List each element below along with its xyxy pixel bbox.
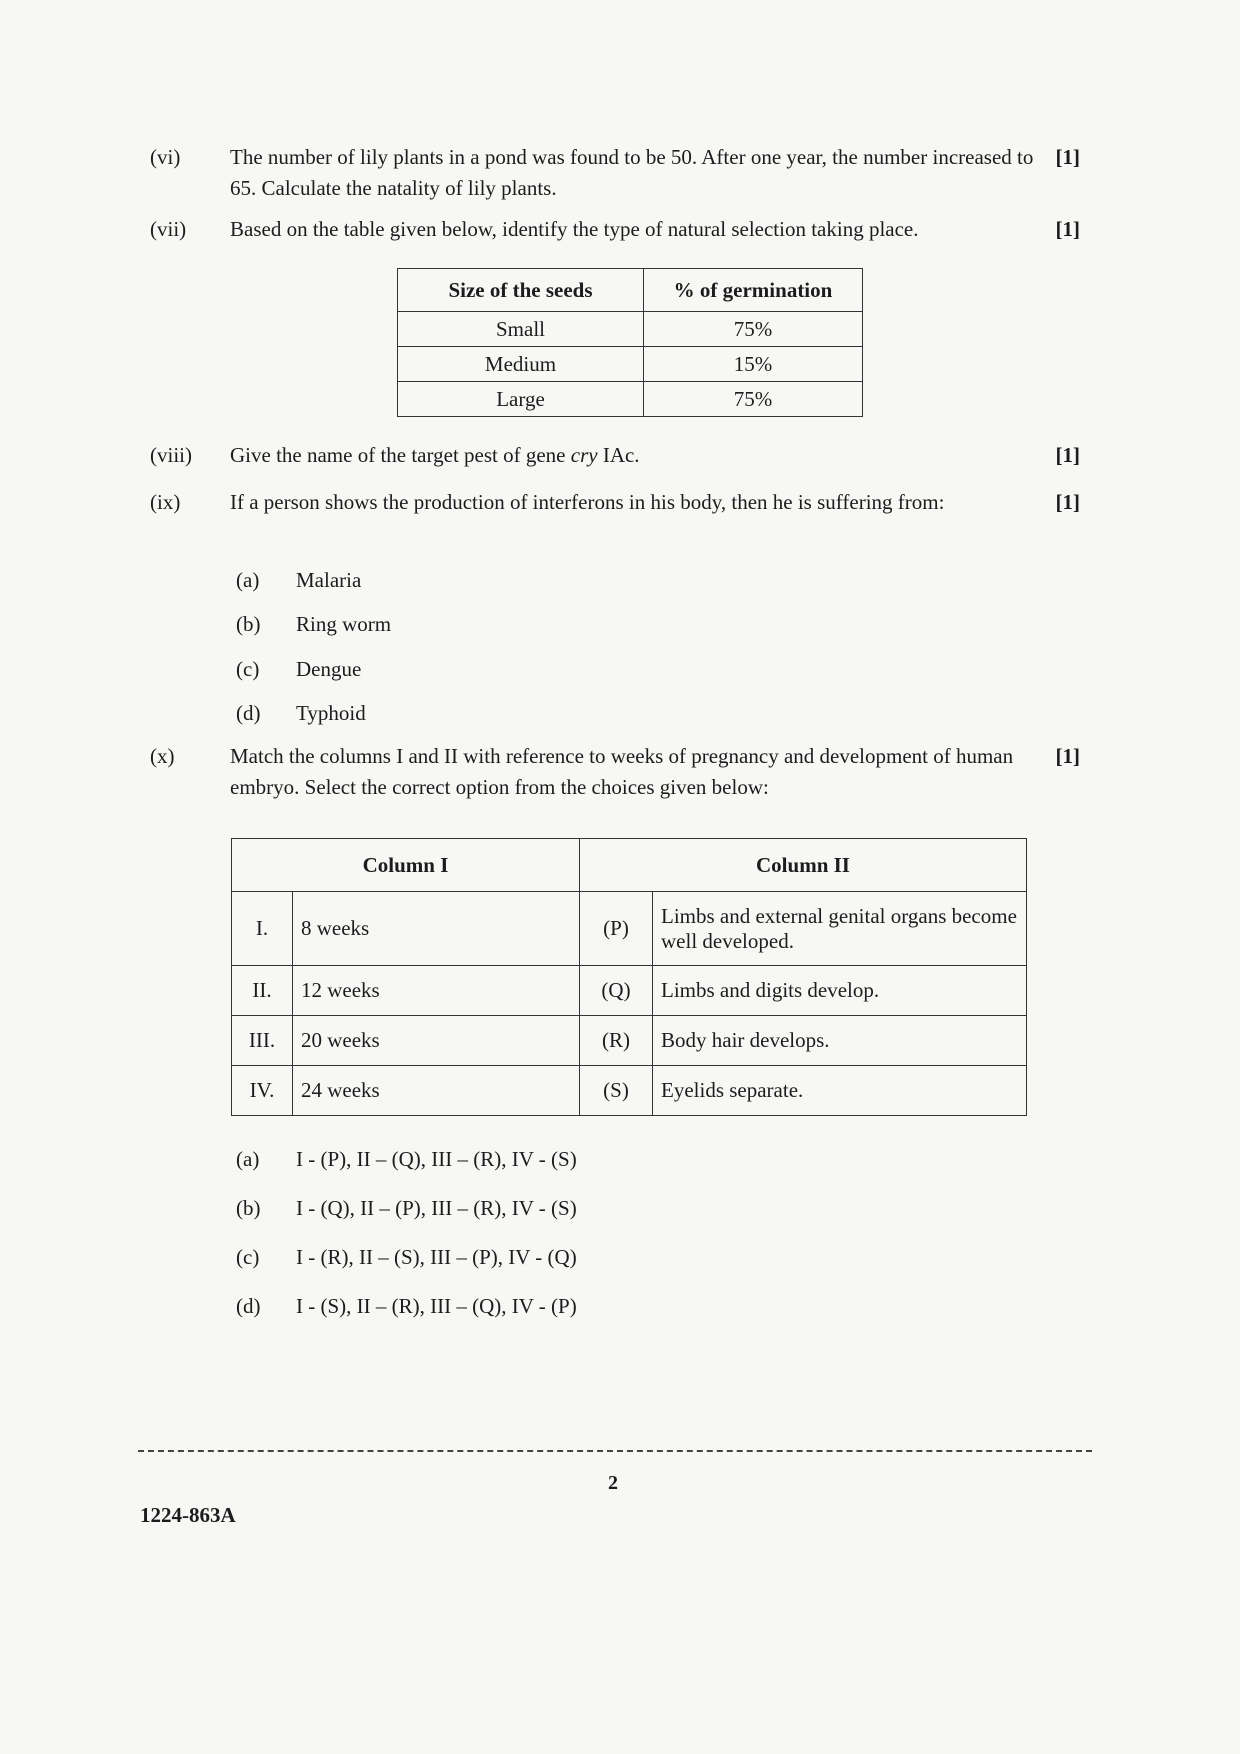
option-text: I - (S), II – (R), III – (Q), IV - (P): [296, 1294, 577, 1318]
question-marks: [1]: [1055, 217, 1080, 241]
column-i-header: Column I: [232, 839, 580, 892]
row-numeral: III.: [232, 1016, 293, 1066]
text-part: Give the name of the target pest of gene: [230, 443, 571, 467]
question-text: Based on the table given below, identify the type of natural selection taking place.: [230, 217, 919, 241]
option-label: (c): [236, 1245, 260, 1269]
option-text: I - (P), II – (Q), III – (R), IV - (S): [296, 1147, 577, 1171]
option-text: I - (Q), II – (P), III – (R), IV - (S): [296, 1196, 577, 1220]
option-d: [236, 1294, 577, 1319]
table-row: [232, 1066, 1027, 1116]
option-label: (a): [236, 568, 260, 592]
option-b: [236, 612, 391, 637]
seed-germination-table: [397, 268, 863, 417]
question-marks: [1]: [1055, 490, 1080, 514]
question-text: The number of lily plants in a pond was found to be 50. After one year, the number increased to 65. Calculate the natality of lily plants.: [230, 145, 1034, 200]
code-cell: (R): [580, 1016, 653, 1066]
page-number: 2: [608, 1472, 618, 1494]
text-part: IAc.: [597, 443, 640, 467]
question-marks: [1]: [1055, 744, 1080, 768]
table-header: Size of the seeds: [398, 269, 644, 312]
option-label: (c): [236, 657, 260, 681]
option-text: Typhoid: [296, 701, 366, 725]
option-label: (a): [236, 1147, 260, 1171]
table-row: [232, 966, 1027, 1016]
paper-code: 1224-863A: [140, 1503, 236, 1527]
question-number: (vi): [150, 145, 181, 169]
option-c: [236, 1245, 577, 1270]
question-marks: [1]: [1055, 443, 1080, 467]
option-c: [236, 657, 361, 682]
question-text: [230, 440, 1040, 471]
code-cell: (Q): [580, 966, 653, 1016]
row-numeral: IV.: [232, 1066, 293, 1116]
option-a: [236, 1147, 577, 1172]
row-numeral: II.: [232, 966, 293, 1016]
question-text: If a person shows the production of interferons in his body, then he is suffering from:: [230, 490, 945, 514]
table-header: % of germination: [644, 269, 863, 312]
week-cell: 24 weeks: [293, 1066, 580, 1116]
question-text: Match the columns I and II with reference to weeks of pregnancy and development of human embryo. Select the correct option from the choices given below:: [230, 744, 1014, 799]
option-text: Dengue: [296, 657, 362, 681]
option-label: (b): [236, 612, 261, 636]
option-label: (d): [236, 701, 261, 725]
question-number: (ix): [150, 490, 181, 514]
table-row: [232, 892, 1027, 966]
table-header-row: [398, 269, 863, 312]
table-header-row: [232, 839, 1027, 892]
table-row: [398, 347, 863, 382]
table-cell: Small: [398, 312, 644, 347]
row-numeral: I.: [232, 892, 293, 966]
development-cell: Eyelids separate.: [653, 1066, 1027, 1116]
footer-divider: [138, 1450, 1092, 1452]
option-d: [236, 701, 366, 726]
table-cell: 75%: [644, 382, 863, 417]
development-cell: Limbs and external genital organs become well developed.: [653, 892, 1027, 966]
option-label: (b): [236, 1196, 261, 1220]
table-row: [398, 312, 863, 347]
question-number: (vii): [150, 217, 187, 241]
option-text: I - (R), II – (S), III – (P), IV - (Q): [296, 1245, 577, 1269]
table-cell: 15%: [644, 347, 863, 382]
question-marks: [1]: [1055, 145, 1080, 169]
table-cell: 75%: [644, 312, 863, 347]
table-cell: Medium: [398, 347, 644, 382]
code-cell: (S): [580, 1066, 653, 1116]
column-ii-header: Column II: [580, 839, 1027, 892]
option-label: (d): [236, 1294, 261, 1318]
table-row: [232, 1016, 1027, 1066]
development-cell: Limbs and digits develop.: [653, 966, 1027, 1016]
week-cell: 20 weeks: [293, 1016, 580, 1066]
matching-table: [231, 838, 1027, 1116]
option-a: [236, 568, 361, 593]
development-cell: Body hair develops.: [653, 1016, 1027, 1066]
gene-name: cry: [570, 443, 598, 467]
table-cell: Large: [398, 382, 644, 417]
week-cell: 12 weeks: [293, 966, 580, 1016]
table-row: [398, 382, 863, 417]
code-cell: (P): [580, 892, 653, 966]
question-number: (x): [150, 744, 175, 768]
option-b: [236, 1196, 577, 1221]
option-text: Ring worm: [296, 612, 392, 636]
question-number: (viii): [150, 443, 192, 467]
option-text: Malaria: [296, 568, 362, 592]
week-cell: 8 weeks: [293, 892, 580, 966]
